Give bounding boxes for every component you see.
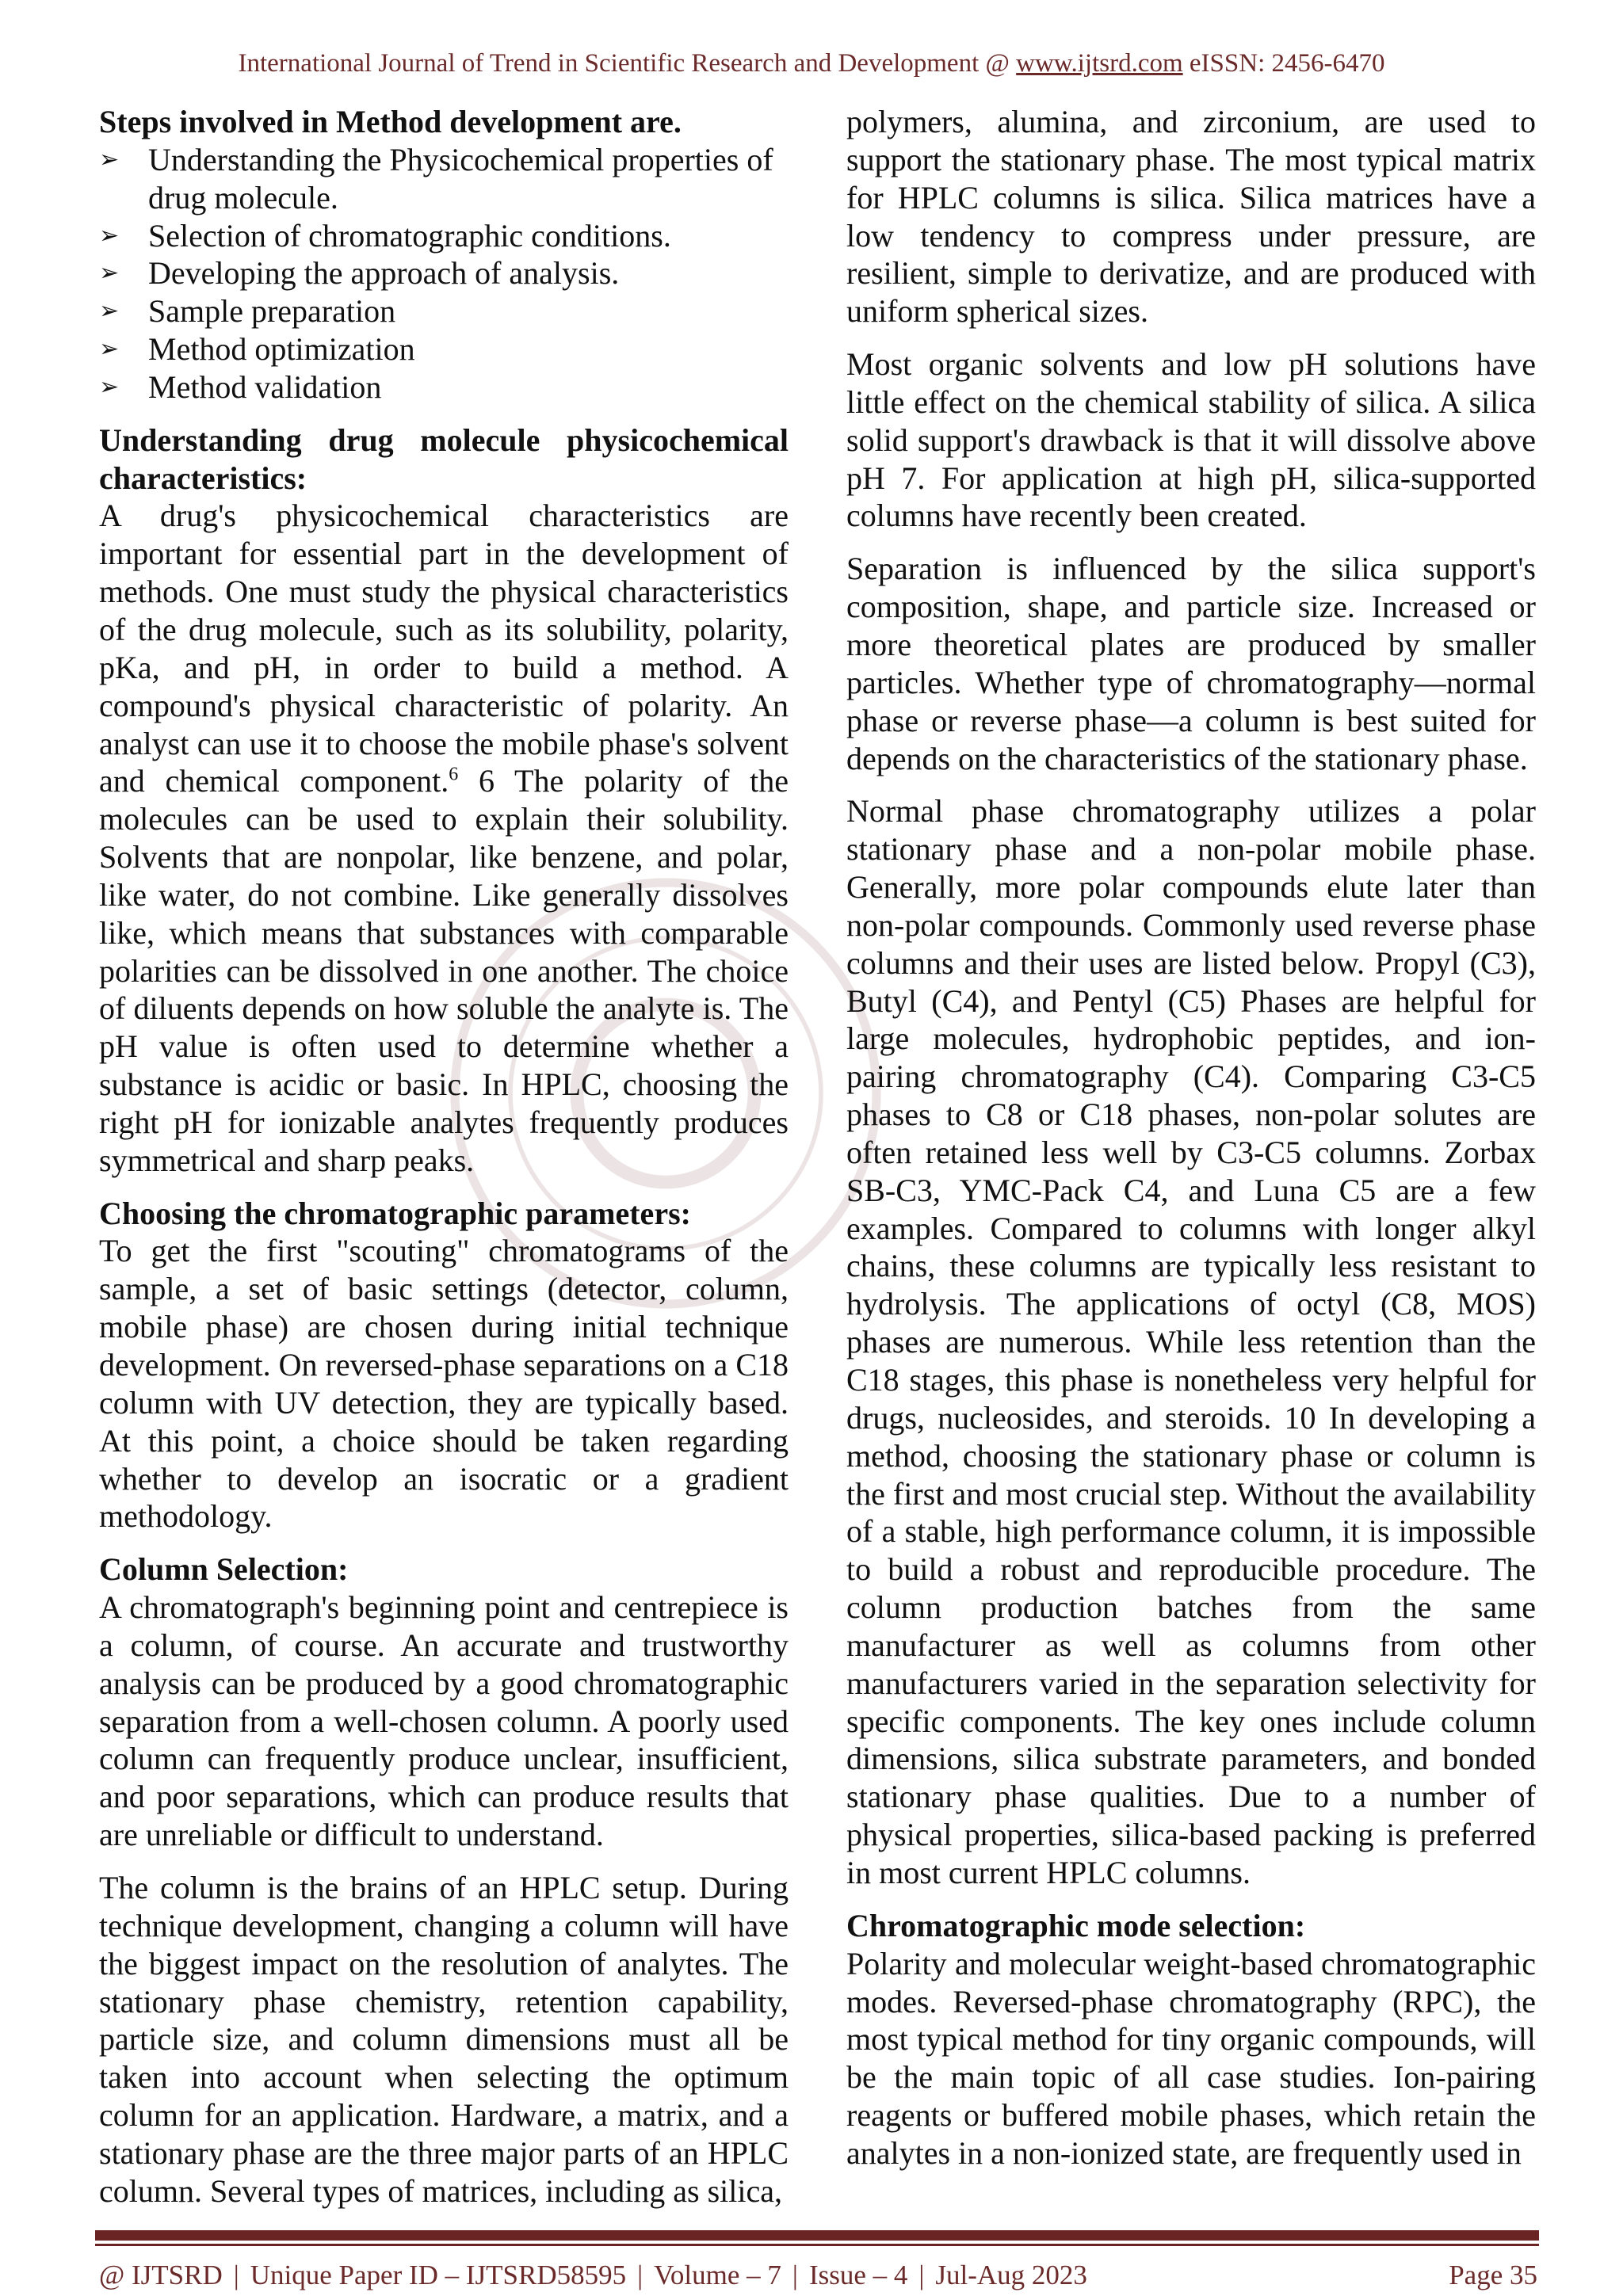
citation-superscript: 6 — [449, 765, 459, 786]
list-item — [99, 217, 789, 255]
paragraph-text: The column is the brains of an HPLC setup. During technique development, changing a column will have the biggest impact on the resolution of analytes. The stationary phase chemistry, retention capability, particle size, and column dimensions must all be taken into account when selecting the optimum column for an application. Hardware, a matrix, and a stationary phase are the three major parts of an HPLC column. Several types of matrices, including as silica, — [99, 1869, 789, 2209]
footer-rule — [95, 2230, 1539, 2246]
paragraph — [99, 1232, 789, 1535]
section-heading: Steps involved in Method development are. — [99, 104, 682, 139]
page-number: Page 35 — [1449, 2260, 1537, 2290]
running-footer: @ IJTSRD | Unique Paper ID – IJTSRD58595 | Volume – 7 | Issue – 4 | Jul-Aug 2023 Page 35 — [99, 2260, 1537, 2290]
arrow-bullet-icon: ➢ — [99, 145, 120, 174]
journal-title: International Journal of Trend in Scientific Research and Development @ — [238, 49, 1017, 78]
footer-publisher: @ IJTSRD — [99, 2260, 223, 2290]
paragraph-text: A drug's physicochemical characteristics are important for essential part in the development of methods. One must study the physical characteristics of the drug molecule, such as its solubility, polarity, pKa, and pH, in order to build a method. A compound's physical characteristic of polarity. An analyst can use it to choose the mobile phase's solvent and chemical component. — [99, 498, 789, 799]
paragraph — [99, 1869, 789, 2210]
paragraph-text: Polarity and molecular weight-based chromatographic modes. Reversed-phase chromatography (RPC), the most typical method for tiny organic compounds, will be the main topic of all case studies. Ion-pairing reagents or buffered mobile phases, which retain the analytes in a non-ionized state, are frequently used in — [846, 1945, 1536, 2171]
arrow-bullet-icon: ➢ — [99, 221, 120, 250]
paragraph-text: polymers, alumina, and zirconium, are used to support the stationary phase. The most typical matrix for HPLC columns is silica. Silica matrices have a low tendency to compress under pressure, are resilient, simple to derivatize, and are produced with uniform spherical sizes. — [846, 104, 1536, 330]
list-item — [99, 254, 789, 292]
paragraph — [846, 345, 1536, 535]
paragraph — [846, 1945, 1536, 2172]
paragraph-text: A chromatograph's beginning point and centrepiece is a column, of course. An accurate and trustworthy analysis can be produced by a good chromatographic separation from a well-chosen column. A poorly used column can frequently produce unclear, insufficient, and poor separations, which can produce results that are unreliable or difficult to understand. — [99, 1589, 789, 1853]
section-heading: Understanding drug molecule physicochemical characteristics: — [99, 421, 789, 496]
paragraph-text: To get the first "scouting" chromatograms of the sample, a set of basic settings (detector, column, mobile phase) are chosen during initial technique development. On reversed-phase separations on a C18 column with UV detection, they are typically based. At this point, a choice should be taken regarding whether to develop an isocratic or a gradient methodology. — [99, 1233, 789, 1535]
footer-issue: Issue – 4 — [808, 2260, 908, 2290]
arrow-bullet-icon: ➢ — [99, 372, 120, 401]
paragraph — [99, 1589, 789, 1854]
arrow-bullet-icon: ➢ — [99, 297, 120, 326]
section-heading: Choosing the chromatographic parameters: — [99, 1195, 691, 1231]
list-item-text: Understanding the Physicochemical properties of drug molecule. — [148, 141, 773, 215]
footer-volume: Volume – 7 — [654, 2260, 781, 2290]
list-item — [99, 330, 789, 368]
list-item — [99, 368, 789, 406]
journal-website-link[interactable]: www.ijtsrd.com — [1016, 49, 1183, 78]
paragraph-text: Most organic solvents and low pH solutions have little effect on the chemical stability of silica. A silica solid support's drawback is that it will dissolve above pH 7. For application at high pH, silica-supported columns have recently been created. — [846, 346, 1536, 534]
arrow-bullet-icon: ➢ — [99, 335, 120, 364]
paragraph — [846, 103, 1536, 330]
steps-list — [99, 141, 789, 406]
running-header — [0, 49, 1623, 78]
issn: eISSN: 2456-6470 — [1182, 49, 1385, 78]
paragraph — [846, 792, 1536, 1891]
right-column — [846, 103, 1536, 2172]
paragraph-text: Normal phase chromatography utilizes a polar stationary phase and a non-polar mobile phase. Generally, more polar compounds elute later than non-polar compounds. Commonly used reverse phase columns and their uses are listed below. Propyl (C3), Butyl (C4), and Pentyl (C5) Phases are helpful for large molecules, hydrophobic peptides, and ion-pairing chromatography (C4). Comparing C3-C5 phases to C8 or C18 phases, non-polar solutes are often retained less well by C3-C5 columns. Zorbax SB-C3, YMC-Pack C4, and Luna C5 are a few examples. Compared to columns with longer alkyl chains, these columns are typically less resistant to hydrolysis. The applications of octyl (C8, MOS) phases are numerous. While less retention than the C18 stages, this phase is nonetheless very helpful for drugs, nucleosides, and steroids. 10 In developing a method, choosing the stationary phase or column is the first and most crucial step. Without the availability of a stable, high performance column, it is impossible to build a robust and reproducible procedure. The column production batches from the same manufacturer as well as columns from other manufacturers varied in the separation selectivity for specific components. The key ones include column dimensions, silica substrate parameters, and bonded stationary phase qualities. Due to a number of physical properties, silica-based packing is preferred in most current HPLC columns. — [846, 793, 1536, 1890]
list-item-text: Sample preparation — [148, 293, 396, 330]
list-item — [99, 141, 789, 217]
list-item — [99, 292, 789, 330]
paragraph — [846, 550, 1536, 777]
footer-date: Jul-Aug 2023 — [935, 2260, 1087, 2290]
list-item-text: Selection of chromatographic conditions. — [148, 217, 671, 254]
paragraph-text: 6 The polarity of the molecules can be used to explain their solubility. Solvents that are nonpolar, like benzene, and polar, like water, do not combine. Like generally dissolves like, which means that substances with comparable polarities can be dissolved in one another. The choice of diluents depends on how soluble the analyte is. The pH value is often used to determine whether a substance is acidic or basic. In HPLC, choosing the right pH for ionizable analytes frequently produces symmetrical and sharp peaks. — [99, 763, 789, 1178]
section-heading: Column Selection: — [99, 1551, 349, 1588]
paragraph — [99, 497, 789, 1179]
arrow-bullet-icon: ➢ — [99, 259, 120, 288]
left-column — [99, 103, 789, 2210]
list-item-text: Method validation — [148, 368, 382, 405]
list-item-text: Method optimization — [148, 331, 415, 368]
section-heading: Chromatographic mode selection: — [846, 1907, 1306, 1943]
paragraph-text: Separation is influenced by the silica support's composition, shape, and particle size. Increased or more theoretical plates are produced by smaller particles. Whether type of chromatography—normal phase or reverse phase—a column is best suited for depends on the characteristics of the stationary phase. — [846, 551, 1536, 776]
list-item-text: Developing the approach of analysis. — [148, 255, 620, 292]
footer-paper-id: Unique Paper ID – IJTSRD58595 — [250, 2260, 627, 2290]
